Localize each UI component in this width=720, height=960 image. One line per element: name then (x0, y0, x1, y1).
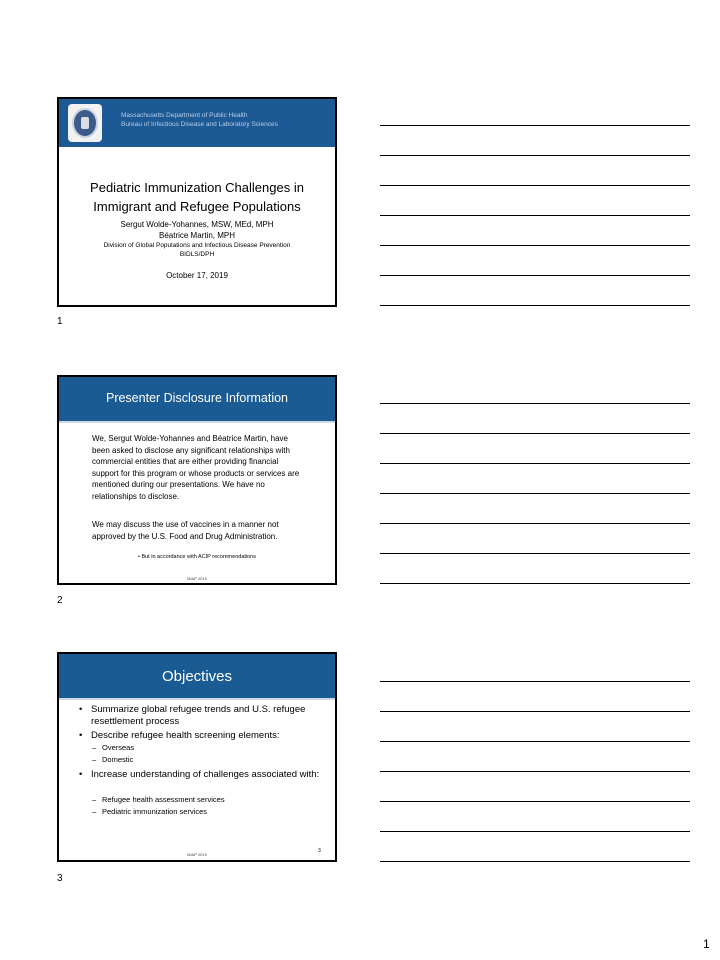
objective-sub-health-assessment (92, 795, 225, 805)
note-line (380, 125, 690, 126)
objective-sub-overseas (92, 743, 134, 753)
note-line (380, 155, 690, 156)
slide-1-title (59, 178, 335, 216)
note-line (380, 215, 690, 216)
slide-1-header (59, 99, 335, 147)
bullet-2-text: Describe refugee health screening elements: (91, 730, 280, 741)
slide-2-title: Presenter Disclosure Information (105, 391, 289, 405)
note-line (380, 861, 690, 862)
objective-sub-immunization (92, 807, 207, 817)
note-line (380, 553, 690, 554)
sub-dash: – (92, 743, 97, 752)
note-line (380, 433, 690, 434)
note-line (380, 185, 690, 186)
bureau-name: Bureau of Infectious Disease and Laboratory Sciences (121, 121, 278, 128)
note-line (380, 245, 690, 246)
slide-number-2: 2 (57, 595, 63, 606)
objective-bullet-2 (79, 730, 324, 742)
page-number: 1 (703, 937, 710, 951)
division-line-2: BIDLS/DPH (179, 251, 215, 258)
slide-1 (57, 97, 337, 307)
sub-domestic-text: Domestic (102, 755, 134, 764)
bullet-1-text: Summarize global refugee trends and U.S. refugee resettlement process (91, 704, 306, 727)
note-line (380, 711, 690, 712)
massachusetts-seal-icon (68, 104, 102, 142)
note-line (380, 801, 690, 802)
slide-number-3: 3 (57, 873, 63, 884)
sub-overseas-text: Overseas (102, 743, 135, 752)
slide-2-footer: MIAP 2019 (187, 576, 207, 581)
author-1: Sergut Wolde-Yohannes, MSW, MEd, MPH (120, 220, 274, 229)
sub-dash: – (92, 755, 97, 764)
slide-3 (57, 652, 337, 862)
title-line-2: Immigrant and Refugee Populations (93, 199, 301, 214)
slide-3-footer: MIAP 2019 (187, 852, 207, 857)
note-line (380, 771, 690, 772)
slide-3-title: Objectives (161, 668, 233, 685)
note-line (380, 583, 690, 584)
department-name: Massachusetts Department of Public Health (121, 112, 248, 119)
objective-bullet-1 (79, 704, 324, 728)
slide-number-1: 1 (57, 316, 63, 327)
disclosure-paragraph-2: We may discuss the use of vaccines in a manner not approved by the U.S. Food and Drug Administration. (92, 520, 279, 541)
sub-dash: – (92, 807, 97, 816)
bullet-2-marker: • (79, 730, 83, 741)
division-line-1: Division of Global Populations and Infectious Disease Prevention (103, 242, 291, 249)
note-line (380, 741, 690, 742)
note-line (380, 275, 690, 276)
author-2: Béatrice Martin, MPH (158, 231, 236, 240)
presentation-date: October 17, 2019 (166, 271, 228, 280)
objective-bullet-3 (79, 769, 324, 781)
slide-3-header (59, 654, 335, 700)
note-line (380, 831, 690, 832)
title-line-1: Pediatric Immunization Challenges in (90, 180, 304, 195)
note-line (380, 403, 690, 404)
bullet-1-marker: • (79, 704, 83, 715)
sub-immunization-text: Pediatric immunization services (102, 807, 208, 816)
slide-1-header-text (121, 111, 278, 129)
note-line (380, 493, 690, 494)
disclosure-paragraph-1: We, Sergut Wolde-Yohannes and Béatrice Martin, have been asked to disclose any significant relationships with commercial entities that are either providing financial support for this program or whose products or services are mentioned during our presentations. We have no relationships to disclose. (92, 434, 300, 501)
bullet-3-text: Increase understanding of challenges associated with: (91, 769, 320, 780)
note-line (380, 305, 690, 306)
note-line (380, 463, 690, 464)
sub-health-assessment-text: Refugee health assessment services (102, 795, 225, 804)
sub-dash: – (92, 795, 97, 804)
bullet-3-marker: • (79, 769, 83, 780)
acip-note: • But in accordance with ACIP recommendations (138, 554, 256, 560)
slide-3-page-number: 3 (318, 848, 321, 854)
slide-2 (57, 375, 337, 585)
note-line (380, 523, 690, 524)
note-line (380, 681, 690, 682)
slide-2-header (59, 377, 335, 423)
objective-sub-domestic (92, 755, 133, 765)
